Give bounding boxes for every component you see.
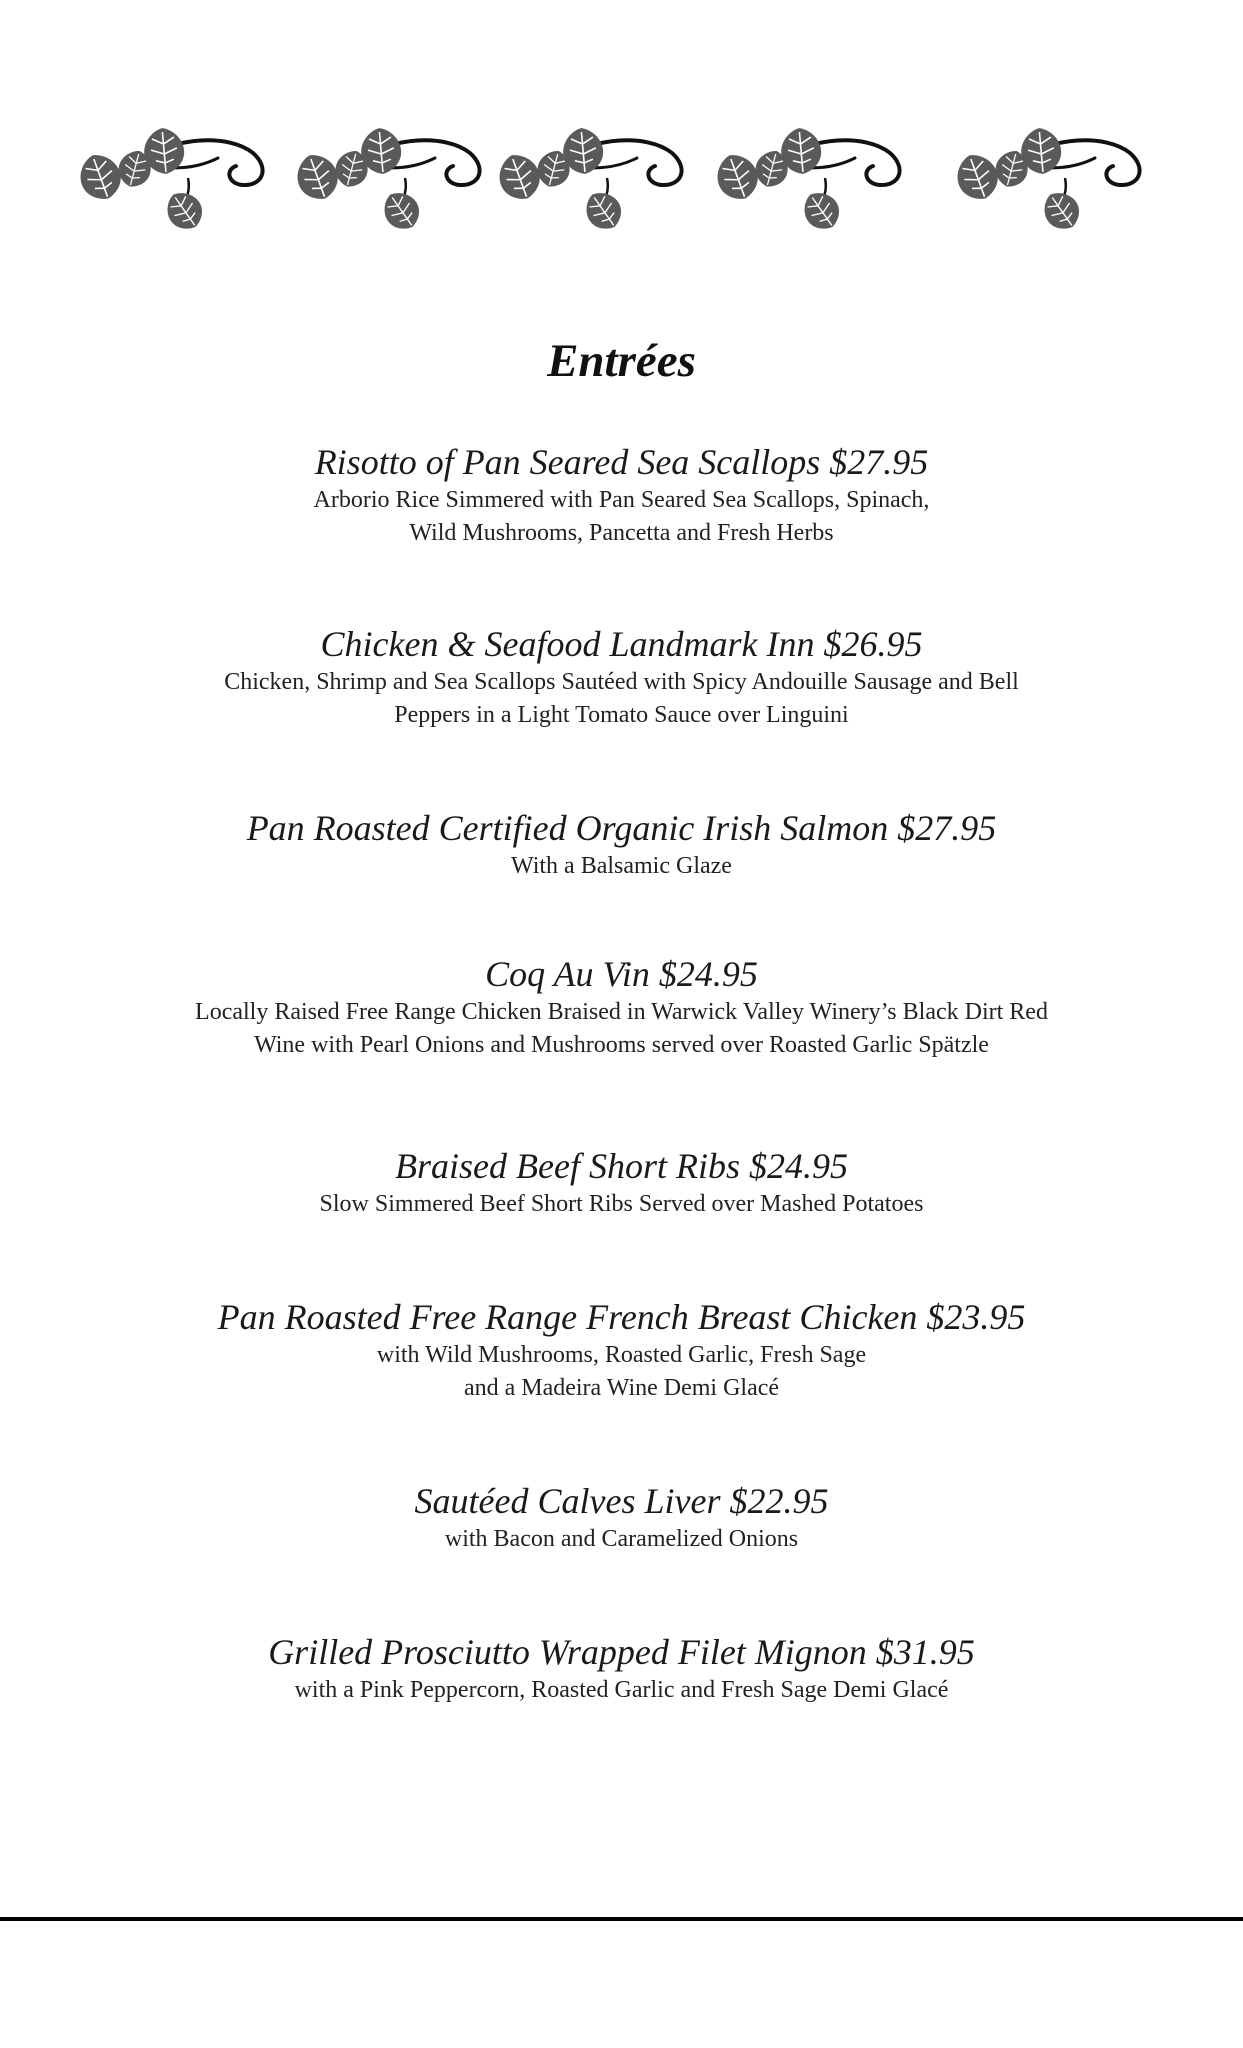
menu-item-description: with Bacon and Caramelized Onions — [444, 1526, 799, 1552]
menu-item-name: Risotto of Pan Seared Sea Scallops $27.95 — [314, 442, 929, 482]
menu-item-description: Wild Mushrooms, Pancetta and Fresh Herbs — [409, 520, 834, 546]
menu-item-name: Pan Roasted Certified Organic Irish Salmon $27.95 — [246, 808, 997, 848]
menu-item — [0, 440, 1243, 550]
vine-leaf-scroll-icon — [295, 128, 495, 238]
menu-item-name: Braised Beef Short Ribs $24.95 — [395, 1146, 848, 1186]
menu-item — [0, 806, 1243, 883]
menu-item — [0, 622, 1243, 732]
bottom-divider — [0, 1917, 1243, 1921]
menu-item-description: Locally Raised Free Range Chicken Braised in Warwick Valley Winery’s Black Dirt Red — [195, 999, 1048, 1025]
vine-leaf-scroll-icon — [955, 128, 1155, 238]
vine-leaf-scroll-icon — [78, 128, 278, 238]
menu-item-description: With a Balsamic Glaze — [511, 853, 732, 879]
menu-item-description: Peppers in a Light Tomato Sauce over Linguini — [394, 702, 849, 728]
menu-item-description: Slow Simmered Beef Short Ribs Served over Mashed Potatoes — [319, 1191, 924, 1217]
menu-item — [0, 1144, 1243, 1221]
menu-item-name: Chicken & Seafood Landmark Inn $26.95 — [320, 624, 923, 664]
menu-item-name: Sautéed Calves Liver $22.95 — [414, 1481, 829, 1521]
menu-item — [0, 1630, 1243, 1707]
menu-item — [0, 1479, 1243, 1556]
menu-item-description: Arborio Rice Simmered with Pan Seared Sea Scallops, Spinach, — [313, 487, 930, 513]
vine-leaf-scroll-icon — [715, 128, 915, 238]
menu-item — [0, 952, 1243, 1062]
menu-item — [0, 1295, 1243, 1405]
menu-item-description: Wine with Pearl Onions and Mushrooms served over Roasted Garlic Spätzle — [254, 1032, 989, 1058]
vine-leaf-scroll-icon — [497, 128, 697, 238]
menu-item-description: Chicken, Shrimp and Sea Scallops Sautéed with Spicy Andouille Sausage and Bell — [224, 669, 1019, 695]
ornament-border — [0, 128, 1243, 238]
menu-item-name: Grilled Prosciutto Wrapped Filet Mignon $31.95 — [268, 1632, 975, 1672]
menu-item-description: and a Madeira Wine Demi Glacé — [463, 1375, 780, 1401]
page-title: Entrées — [547, 335, 696, 387]
menu-item-description: with Wild Mushrooms, Roasted Garlic, Fresh Sage — [376, 1342, 867, 1368]
menu-item-name: Coq Au Vin $24.95 — [485, 954, 758, 994]
menu-item-description: with a Pink Peppercorn, Roasted Garlic and Fresh Sage Demi Glacé — [294, 1677, 949, 1703]
menu-item-name: Pan Roasted Free Range French Breast Chicken $23.95 — [217, 1297, 1026, 1337]
